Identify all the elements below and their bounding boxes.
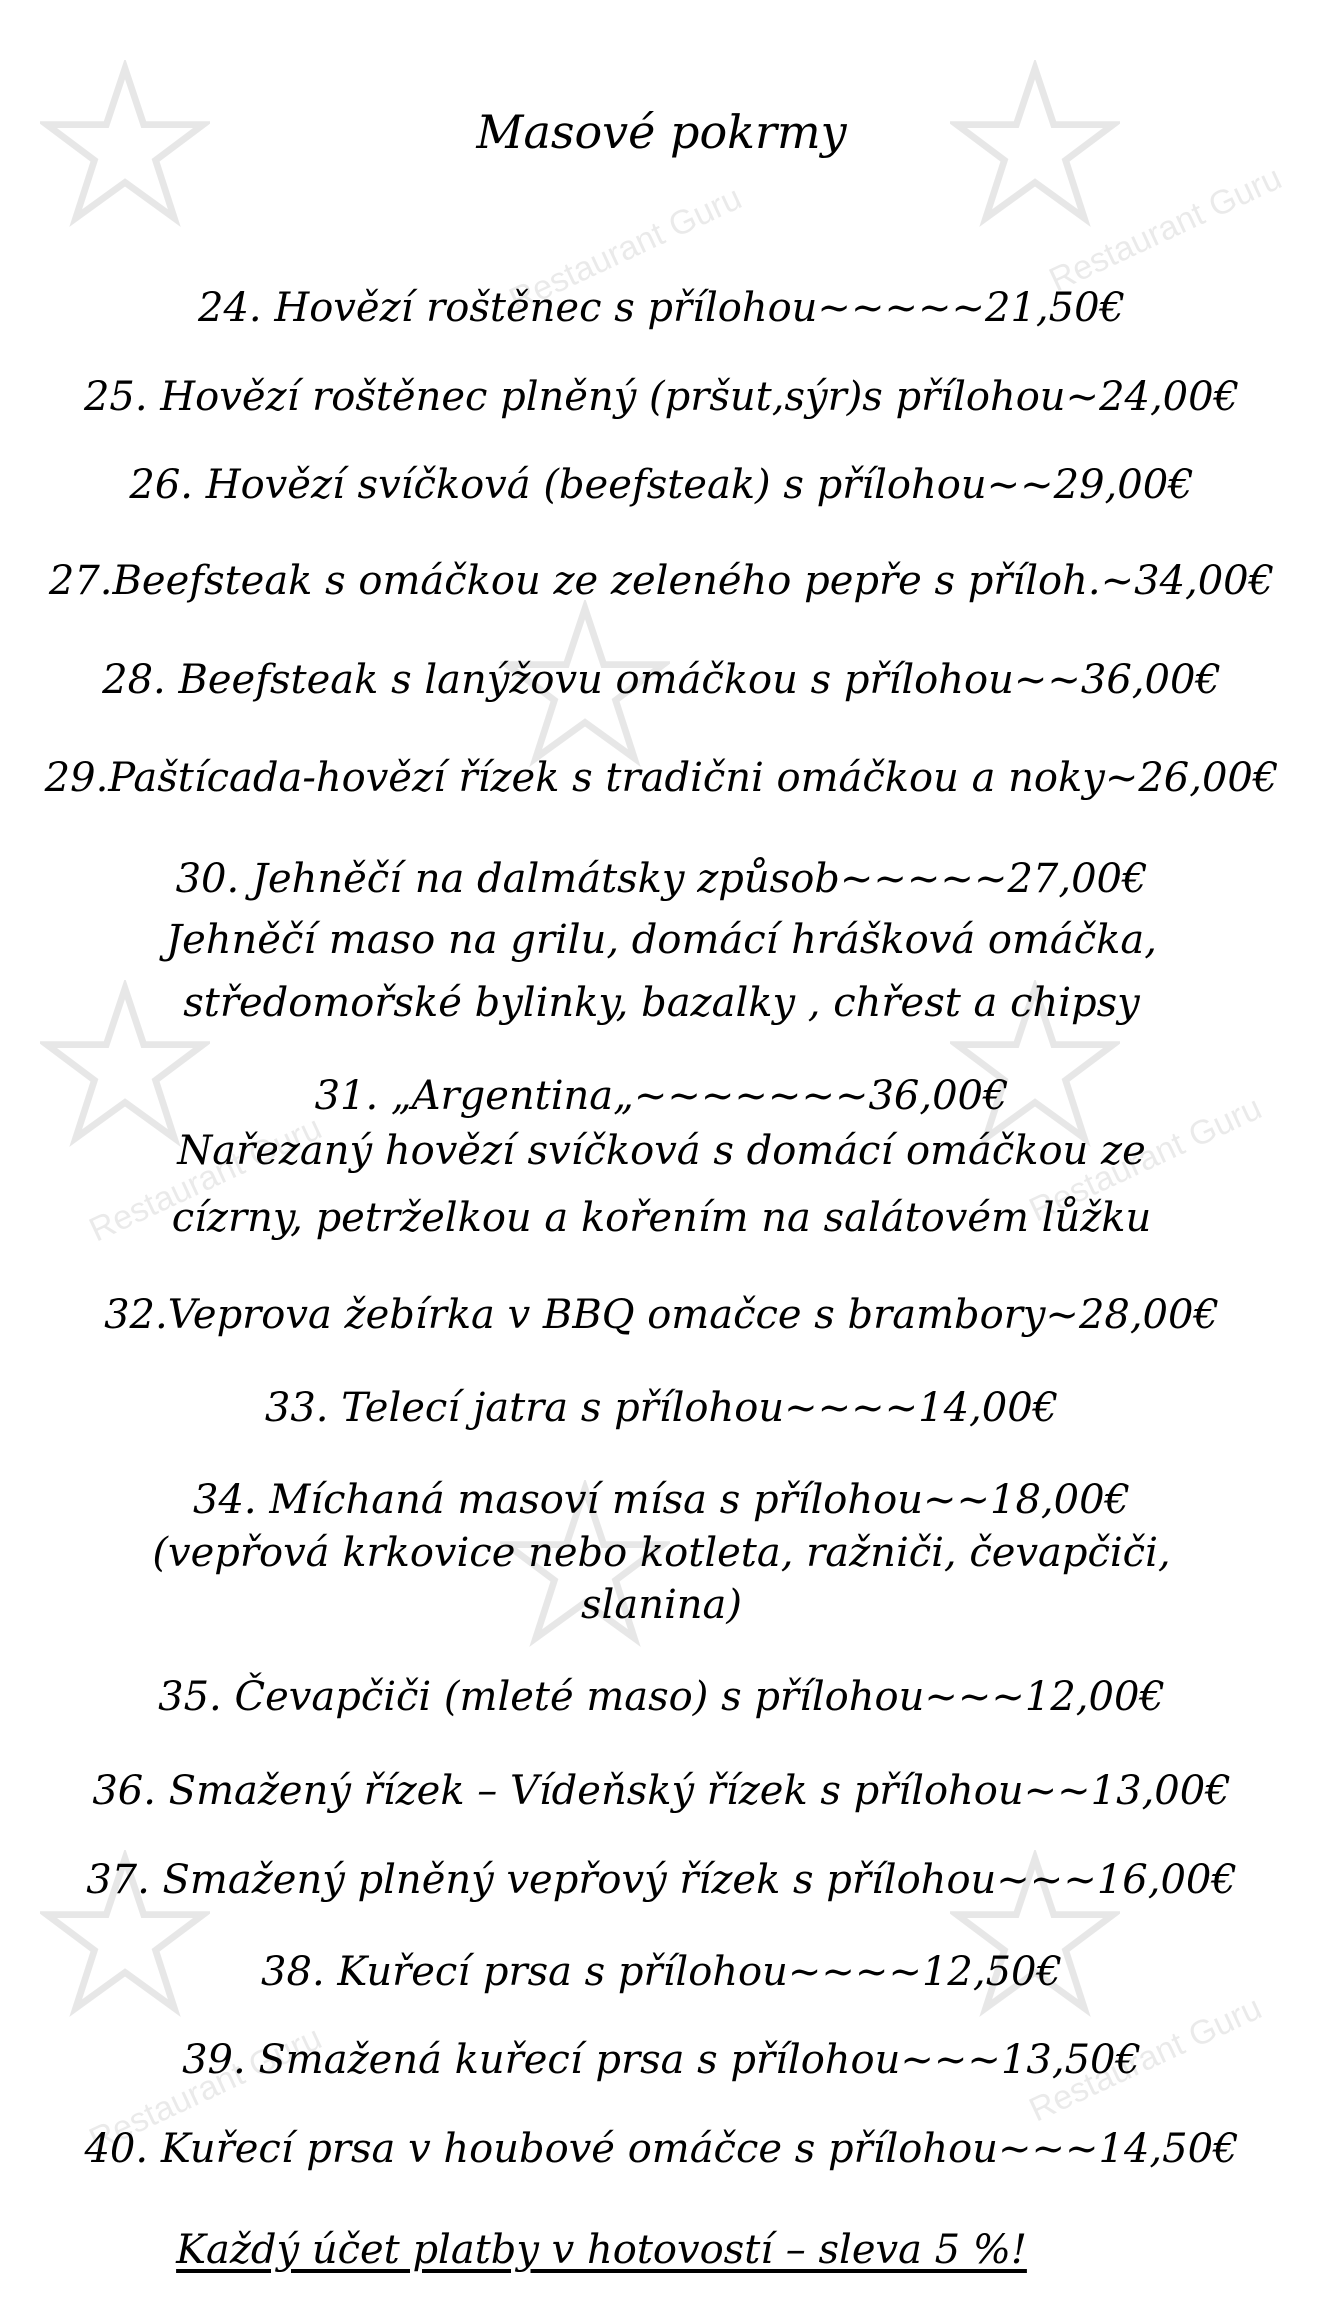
watermark-text: Restaurant Guru bbox=[1023, 1988, 1268, 2130]
menu-item: 24. Hovězí roštěnec s přílohou~~~~~21,50€ bbox=[198, 285, 1125, 331]
watermark-text: Restaurant Guru bbox=[1023, 1088, 1268, 1230]
menu-item: 30. Jehněčí na dalmátsky způsob~~~~~27,00€ bbox=[175, 856, 1148, 902]
menu-item: 38. Kuřecí prsa s přílohou~~~~12,50€ bbox=[261, 1949, 1062, 1995]
menu-item-description: Jehněčí maso na grilu, domácí hrášková omáčka, bbox=[166, 917, 1157, 963]
watermark-text: Restaurant Guru bbox=[503, 178, 748, 320]
menu-item: 35. Čevapčiči (mleté maso) s přílohou~~~12,00€ bbox=[158, 1674, 1165, 1720]
menu-item: 40. Kuřecí prsa v houbové omáčce s přílohou~~~14,50€ bbox=[84, 2126, 1239, 2172]
menu-item: 29.Paštícada-hovězí řízek s tradični omáčkou a noky~26,00€ bbox=[44, 755, 1279, 801]
menu-item: 33. Telecí jatra s přílohou~~~~14,00€ bbox=[264, 1385, 1059, 1431]
menu-item-description: Nařezaný hovězí svíčková s domácí omáčkou ze bbox=[177, 1128, 1146, 1174]
watermark-text: Restaurant Guru bbox=[83, 2018, 328, 2160]
menu-item-description: cízrny, petrželkou a kořením na salátovém lůžku bbox=[171, 1195, 1152, 1241]
menu-item: 25. Hovězí roštěnec plněný (pršut,sýr)s přílohou~24,00€ bbox=[83, 374, 1240, 420]
page-title: Masové pokrmy bbox=[476, 105, 847, 159]
menu-item: 34. Míchaná masoví mísa s přílohou~~18,00€ bbox=[193, 1477, 1130, 1523]
watermark-text: Restaurant Guru bbox=[1043, 158, 1288, 300]
menu-item: 32.Veprova žebírka v BBQ omačce s brambory~28,00€ bbox=[104, 1292, 1219, 1338]
menu-item: 37. Smažený plněný vepřový řízek s přílohou~~~16,00€ bbox=[86, 1857, 1237, 1903]
menu-item: 31. „Argentina„~~~~~~~36,00€ bbox=[314, 1073, 1009, 1119]
menu-item: 28. Beefsteak s lanýžovu omáčkou s přílohou~~36,00€ bbox=[102, 657, 1221, 703]
menu-item: 26. Hovězí svíčková (beefsteak) s přílohou~~29,00€ bbox=[129, 462, 1194, 508]
menu-item: 27.Beefsteak s omáčkou ze zeleného pepře s příloh.~34,00€ bbox=[48, 558, 1275, 604]
menu-item: 39. Smažená kuřecí prsa s přílohou~~~13,50€ bbox=[182, 2037, 1141, 2083]
menu-item-description: slanina) bbox=[581, 1582, 742, 1628]
watermark-text: Restaurant Guru bbox=[83, 1108, 328, 1250]
menu-item-description: (vepřová krkovice nebo kotleta, ražniči, čevapčiči, bbox=[152, 1530, 1171, 1576]
menu-item-description: středomořské bylinky, bazalky , chřest a chipsy bbox=[183, 980, 1140, 1026]
cash-discount-note: Každý účet platby v hotovostí – sleva 5 %! bbox=[176, 2227, 1027, 2273]
menu-item: 36. Smažený řízek – Vídeňský řízek s přílohou~~13,00€ bbox=[92, 1768, 1231, 1814]
